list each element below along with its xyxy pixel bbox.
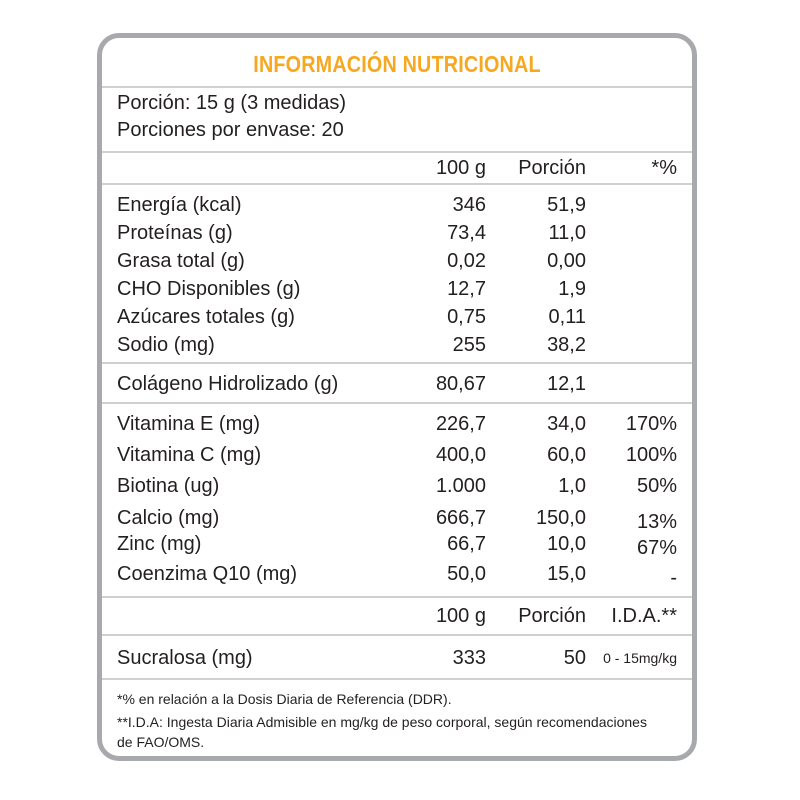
header-100g: 100 g: [435, 605, 486, 627]
nutrient-label: Vitamina C (mg): [117, 444, 262, 466]
table-row: [102, 277, 692, 301]
nutrient-label: Azúcares totales (g): [117, 306, 295, 328]
column-header-row-ida: [102, 604, 692, 628]
footnote-ida-cont: de FAO/OMS.: [117, 734, 205, 750]
nutrient-label: Colágeno Hidrolizado (g): [117, 373, 339, 395]
value-per-portion: 34,0: [547, 413, 586, 435]
divider: [102, 183, 692, 185]
value-ida: 0 - 15mg/kg: [603, 650, 677, 666]
nutrient-label: Energía (kcal): [117, 194, 242, 216]
value-percent: 170%: [625, 413, 677, 435]
value-per-100g: 0,02: [447, 250, 486, 272]
value-per-100g: 73,4: [447, 222, 486, 244]
divider: [102, 86, 692, 88]
value-per-portion: 1,9: [558, 278, 586, 300]
table-row: [102, 646, 692, 670]
nutrient-label: Proteínas (g): [117, 222, 233, 244]
value-percent: 13%: [636, 511, 677, 533]
value-percent: 67%: [636, 537, 677, 559]
table-row: [102, 372, 692, 396]
value-per-100g: 666,7: [435, 507, 486, 529]
table-row: [102, 193, 692, 217]
table-row: [102, 221, 692, 245]
divider: [102, 362, 692, 364]
value-per-100g: 0,75: [447, 306, 486, 328]
value-per-portion: 50: [563, 647, 586, 669]
header-ida: I.D.A.**: [611, 605, 677, 627]
value-per-100g: 333: [452, 647, 486, 669]
table-row: [102, 443, 692, 467]
value-per-portion: 12,1: [547, 373, 586, 395]
servings-per-pack: Porciones por envase: 20: [117, 119, 344, 141]
serving-size: Porción: 15 g (3 medidas): [117, 92, 347, 114]
footnote-ddr: *% en relación a la Dosis Diaria de Referencia (DDR).: [117, 691, 452, 707]
header-100g: 100 g: [435, 157, 486, 179]
nutrient-label: Vitamina E (mg): [117, 413, 261, 435]
nutrient-label: Biotina (ug): [117, 475, 220, 497]
value-per-portion: 15,0: [547, 563, 586, 585]
value-per-100g: 1.000: [435, 475, 486, 497]
nutrient-label: Calcio (mg): [117, 507, 220, 529]
value-percent: 50%: [636, 475, 677, 497]
nutrient-label: Coenzima Q10 (mg): [117, 563, 298, 585]
nutrient-label: Grasa total (g): [117, 250, 245, 272]
value-per-100g: 66,7: [447, 533, 486, 555]
value-per-portion: 0,00: [547, 250, 586, 272]
value-per-100g: 255: [452, 334, 486, 356]
value-per-portion: 10,0: [547, 533, 586, 555]
value-per-portion: 150,0: [535, 507, 586, 529]
value-per-portion: 38,2: [547, 334, 586, 356]
table-row: [102, 249, 692, 273]
nutrient-label: Sucralosa (mg): [117, 647, 253, 669]
table-row: [102, 333, 692, 357]
divider: [102, 151, 692, 153]
footnote-ida: **I.D.A: Ingesta Diaria Admisible en mg/kg de peso corporal, según recomendaciones: [117, 714, 647, 730]
value-per-100g: 50,0: [447, 563, 486, 585]
value-per-portion: 60,0: [547, 444, 586, 466]
panel-title: INFORMACIÓN NUTRICIONAL: [253, 51, 541, 77]
value-per-100g: 226,7: [435, 413, 486, 435]
nutrient-label: Sodio (mg): [117, 334, 215, 356]
value-per-portion: 0,11: [548, 306, 586, 328]
value-percent: -: [670, 567, 677, 589]
nutrient-label: CHO Disponibles (g): [117, 278, 301, 300]
value-per-100g: 12,7: [447, 278, 486, 300]
header-portion: Porción: [518, 157, 586, 179]
table-row: [102, 412, 692, 436]
table-row: [102, 532, 692, 559]
nutrient-label: Zinc (mg): [117, 533, 202, 555]
header-portion: Porción: [518, 605, 586, 627]
divider: [102, 634, 692, 636]
table-row: [102, 305, 692, 329]
divider: [102, 678, 692, 680]
value-per-portion: 1,0: [558, 475, 586, 497]
table-row: [102, 474, 692, 498]
value-per-100g: 80,67: [435, 373, 486, 395]
header-percent: *%: [651, 157, 677, 179]
column-header-row: [102, 156, 692, 180]
nutrition-facts-panel: [97, 33, 697, 761]
value-per-100g: 346: [452, 194, 486, 216]
value-percent: 100%: [625, 444, 677, 466]
value-per-portion: 51,9: [547, 194, 586, 216]
table-row: [102, 562, 692, 589]
value-per-100g: 400,0: [435, 444, 486, 466]
divider: [102, 402, 692, 404]
divider: [102, 596, 692, 598]
table-row: [102, 506, 692, 533]
value-per-portion: 11,0: [548, 222, 586, 244]
